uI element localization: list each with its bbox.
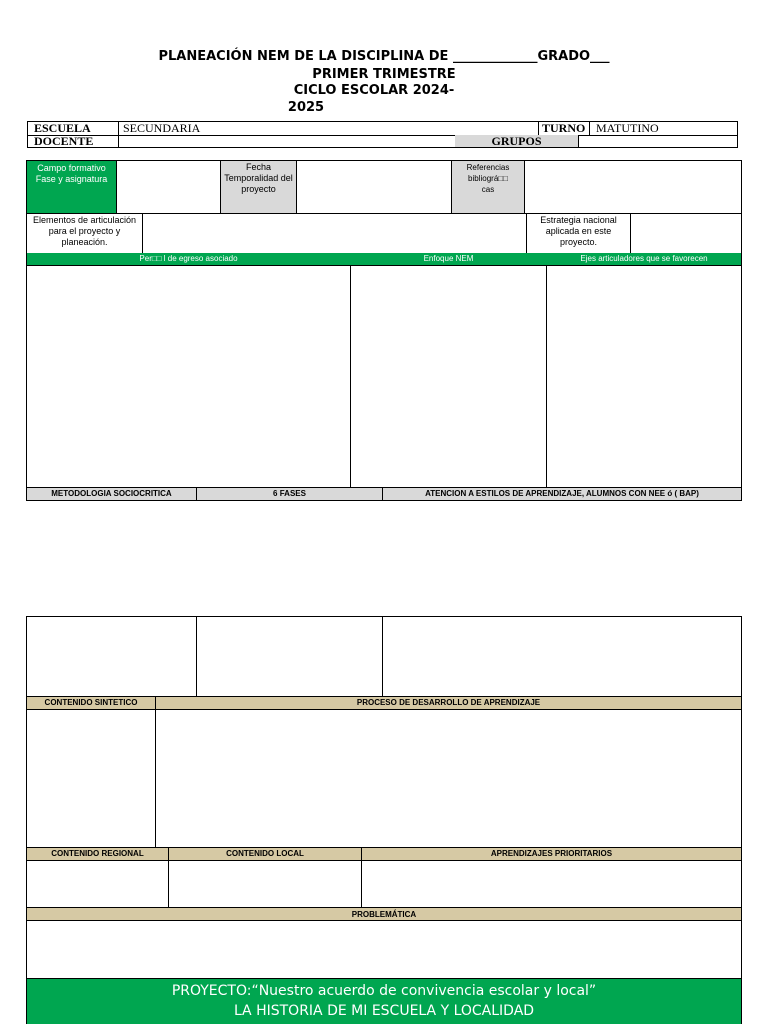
contenido-local-field[interactable] [169,861,362,907]
enfoque-nem-field[interactable] [350,266,547,487]
fecha-label: Fecha Temporalidad del proyecto [220,161,297,213]
doc-title-line4: 2025 [287,100,325,115]
turno-label: TURNO [538,122,590,135]
doc-title-line3: CICLO ESCOLAR 2024- [293,83,455,98]
metodologia-header: METODOLOGIA SOCIOCRITICA [27,487,197,500]
atencion-field[interactable] [383,617,741,696]
escuela-label: ESCUELA [28,122,119,135]
perfil-egreso-field[interactable] [27,266,350,487]
grupos-label: GRUPOS [455,135,578,147]
aprendizajes-header: APRENDIZAJES PRIORITARIOS [490,849,613,858]
project-table [26,160,742,501]
aprendizajes-field[interactable] [362,861,741,907]
docente-label: DOCENTE [28,135,119,147]
problematica-header: PROBLEMÁTICA [27,907,741,921]
metodologia-field[interactable] [27,617,197,696]
estrategia-value[interactable] [631,214,741,253]
campo-formativo-value[interactable] [116,161,220,213]
ejes-articuladores-header: Ejes articuladores que se favorecen [580,254,708,263]
doc-title-line2: PRIMER TRIMESTRE [312,67,456,82]
ejes-articuladores-field[interactable] [547,266,741,487]
proceso-field[interactable] [156,710,741,847]
contenido-regional-header: CONTENIDO REGIONAL [27,847,169,861]
lower-table [26,616,742,978]
project-banner [26,978,742,1024]
fases-header: 6 FASES [197,487,383,500]
turno-value[interactable]: MATUTINO [596,121,659,135]
contenido-sintetico-field[interactable] [27,710,156,847]
estrategia-label: Estrategia nacional aplicada en este proyecto. [526,214,631,253]
contenido-sintetico-header: CONTENIDO SINTETICO [27,696,156,710]
docente-value[interactable] [119,135,455,147]
campo-formativo-label: Campo formativo Fase y asignatura [27,161,116,213]
fases-field[interactable] [197,617,383,696]
fecha-value[interactable] [297,161,451,213]
info-table [27,121,738,148]
referencias-label: Referencias bibliográ□□ cas [451,161,525,213]
project-banner-line1: PROYECTO:“Nuestro acuerdo de convivencia escolar y local” [171,983,597,999]
problematica-field[interactable] [27,921,741,979]
atencion-header: ATENCION A ESTILOS DE APRENDIZAJE, ALUMNOS CON NEE ó ( BAP) [425,489,699,498]
referencias-value[interactable] [525,161,741,213]
perfil-egreso-header: Per□□ l de egreso asociado [139,254,238,263]
elementos-label: Elementos de articulación para el proyecto y planeación. [27,214,143,253]
grupos-value[interactable] [578,135,737,147]
doc-title-line1: PLANEACIÓN NEM DE LA DISCIPLINA DE _____________GRADO___ [158,49,610,64]
escuela-value[interactable]: SECUNDARIA [123,121,201,135]
project-banner-line2: LA HISTORIA DE MI ESCUELA Y LOCALIDAD [233,1003,535,1019]
proceso-header: PROCESO DE DESARROLLO DE APRENDIZAJE [356,698,541,707]
contenido-local-header: CONTENIDO LOCAL [169,847,362,861]
contenido-regional-field[interactable] [27,861,169,907]
enfoque-nem-header: Enfoque NEM [423,254,474,263]
elementos-value[interactable] [143,214,526,253]
